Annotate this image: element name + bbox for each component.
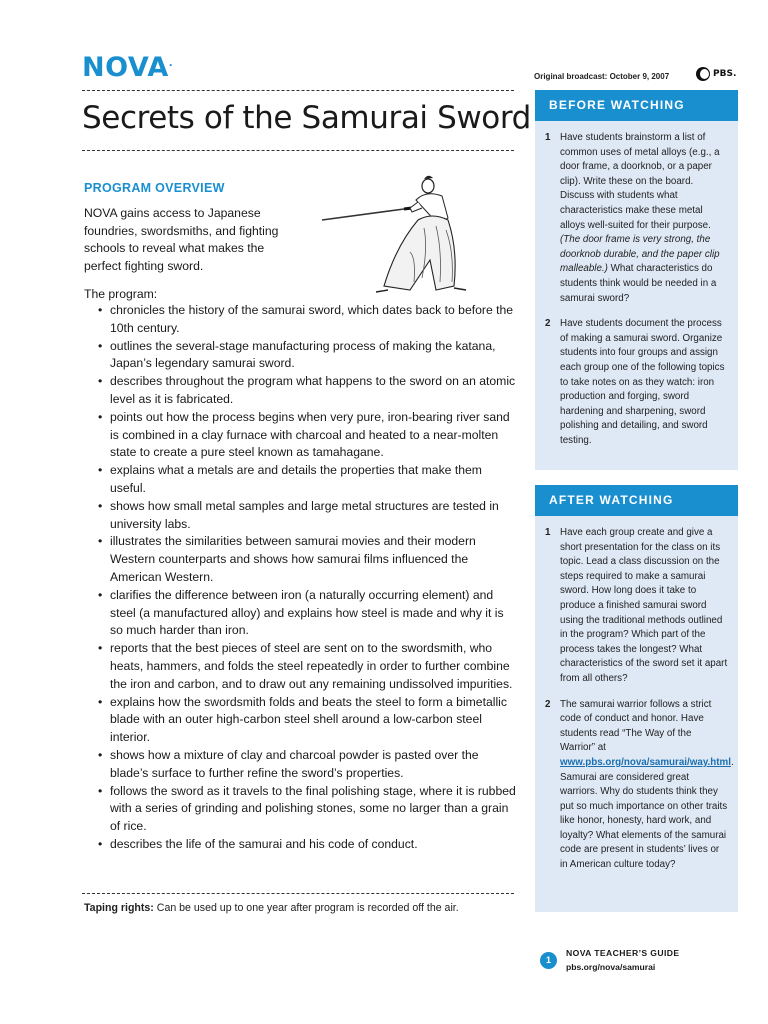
program-bullet-list [96, 302, 516, 854]
program-bullet: • shows how a mixture of clay and charcoal powder is pasted over the blade’s surface to further refine the sword’s properties. [96, 747, 516, 783]
after-watching-panel [535, 485, 738, 912]
after-item-2: 2 The samurai warrior follows a strict code of conduct and honor. Have students read “The Way of the Warrior” at www.pbs.org/nova/samurai/way.html. Samurai are considered great warriors. Why do students think they put so much importance on other traits like honor, honesty, hard work, and loyalty? What elements of the samurai code are present in students’ lives or in American culture today? [545, 698, 734, 871]
page-number-badge: 1 [540, 952, 557, 969]
program-bullet: • chronicles the history of the samurai sword, which dates back to before the 10th century. [96, 302, 516, 338]
before-watching-heading: BEFORE WATCHING [535, 90, 738, 121]
program-overview-intro: NOVA gains access to Japanese foundries, swordsmiths, and fighting schools to reveal what makes the perfect fighting sword. [84, 206, 279, 273]
after-watching-heading: AFTER WATCHING [535, 485, 738, 516]
before-item-1: 1 Have students brainstorm a list of common uses of metal alloys (e.g., a door frame, a doorknob, or a paper clip). Write these on the board. Discuss with students what characteristics make these metal alloys well-suited for their purpose. (The door frame is very strong, the doorknob durable, and the paper clip malleable.) What characteristics do students think would be needed in a samurai sword? [545, 132, 720, 304]
pbs-logo: PBS. [696, 67, 736, 81]
program-overview-heading: PROGRAM OVERVIEW [84, 181, 225, 195]
pbs-head-icon [696, 67, 710, 81]
page-title: Secrets of the Samurai Sword [82, 100, 531, 136]
program-bullet: • describes the life of the samurai and his code of conduct. [96, 836, 516, 854]
program-bullet: • explains how the swordsmith folds and beats the steel to form a bimetallic blade with an outer high-carbon steel shell around a low-carbon steel interior. [96, 694, 516, 747]
program-label: The program: [84, 287, 158, 301]
broadcast-date: Original broadcast: October 9, 2007 [534, 72, 670, 81]
program-bullet: • outlines the several-stage manufacturing process of making the katana, Japan’s legendary samurai sword. [96, 338, 516, 374]
program-bullet: • explains what a metals are and details the properties that make them useful. [96, 462, 516, 498]
program-bullet: • shows how small metal samples and large metal structures are tested in university labs. [96, 498, 516, 534]
footer-divider [82, 893, 514, 894]
before-item-2: 2 Have students document the process of making a samurai sword. Organize students into four groups and assign each group one of the following topics to take notes on as they watch: iron production and forging, sword hardening and sharpening, sword polishing and detailing, and sword testing. [545, 318, 725, 446]
way-of-warrior-link[interactable]: www.pbs.org/nova/samurai/way.html [560, 756, 731, 768]
program-bullet: • illustrates the similarities between samurai movies and their modern Western counterparts and shows how samurai films influenced the American Western. [96, 533, 516, 586]
title-divider-bottom [82, 150, 514, 151]
guide-url: pbs.org/nova/samurai [566, 962, 656, 972]
program-bullet: • reports that the best pieces of steel are sent on to the swordsmith, who heats, hammers, and folds the steel repeatedly in order to further combine the iron and carbon, and to draw out any remaining undissolved impurities. [96, 640, 516, 693]
taping-rights: Taping rights: Can be used up to one year after program is recorded off the air. [84, 902, 459, 914]
before-watching-panel [535, 90, 738, 470]
teachers-guide-label: NOVA TEACHER’S GUIDE [566, 948, 680, 958]
program-bullet: • clarifies the difference between iron (a naturally occurring element) and steel (a manufactured alloy) and explains how steel is made and why it is so much harder than iron. [96, 587, 516, 640]
program-bullet: • points out how the process begins when very pure, iron-bearing river sand is combined in a clay furnace with charcoal and heated to a near-molten state to create a pure steel known as tamahagane. [96, 409, 516, 462]
title-divider-top [82, 90, 514, 91]
program-bullet: • follows the sword as it travels to the final polishing stage, where it is rubbed with a series of grinding and polishing stones, some no larger than a grain of rice. [96, 783, 516, 836]
after-item-1: 1 Have each group create and give a short presentation for the class on its topic. Lead a class discussion on the steps required to make a samurai sword. How long does it take to produce a finished samurai sword using the traditional methods outlined in the program? Which part of the process takes the longest? What characteristics of the sword set it apart from all others? [545, 527, 728, 684]
program-bullet: • describes throughout the program what happens to the sword on an atomic level as it is fabricated. [96, 373, 516, 409]
nova-logo: NOVA. [82, 52, 174, 83]
samurai-illustration [300, 162, 522, 297]
